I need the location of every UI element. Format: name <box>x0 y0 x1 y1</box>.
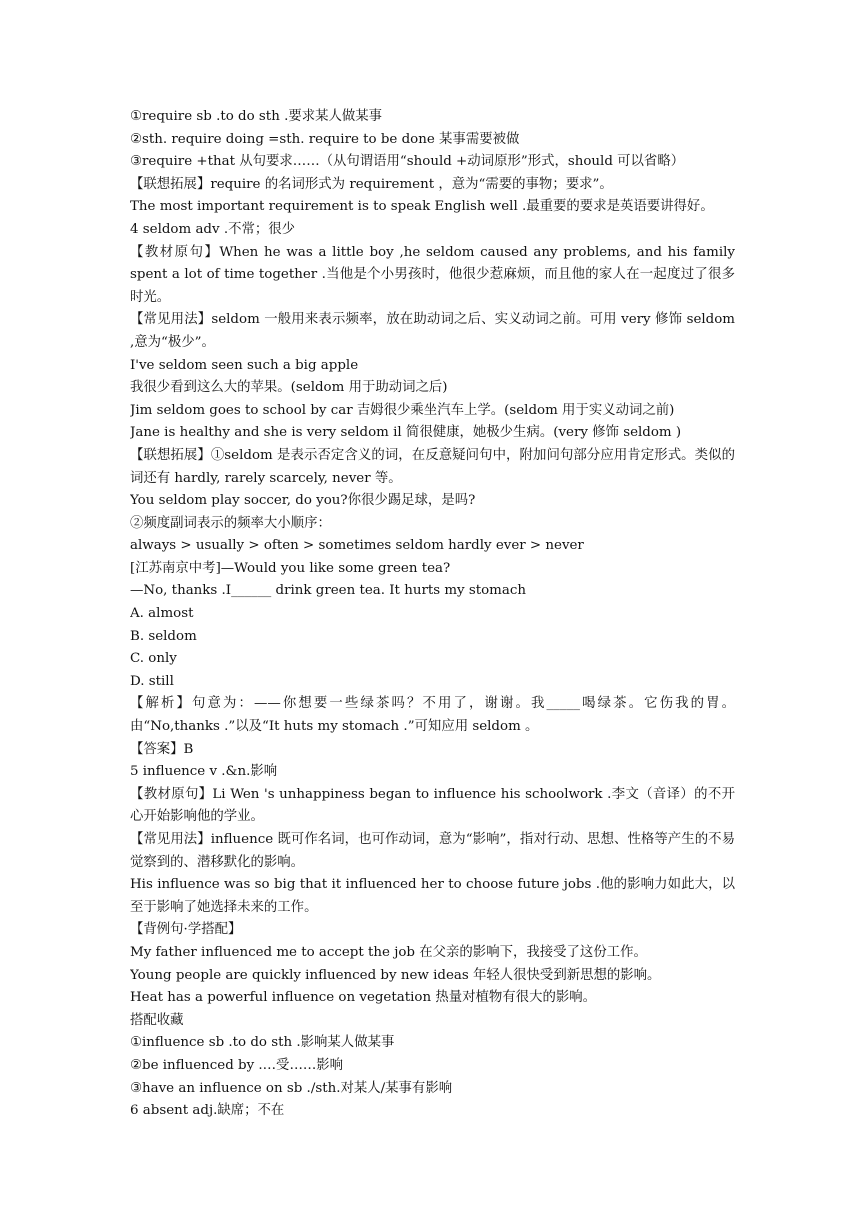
option-c: C. only <box>130 651 177 667</box>
text-line: Jim seldom goes to school by car 吉姆很少乘坐汽车上学。(seldom 用于实义动词之前) <box>130 402 675 418</box>
text-line: ②频度副词表示的频率大小顺序： <box>130 515 331 531</box>
text-line: My father influenced me to accept the job 在父亲的影响下，我接受了这份工作。 <box>130 944 647 960</box>
text-paragraph: 【联想拓展】①seldom 是表示否定含义的词，在反意疑问句中，附加问句部分应用肯定形式。类似的词还有 hardly, rarely scarcely, never 等。 <box>130 447 735 486</box>
text-line: The most important requirement is to speak English well .最重要的要求是英语要讲得好。 <box>130 199 714 215</box>
text-line: ①require sb .to do sth .要求某人做某事 <box>130 109 383 124</box>
text-paragraph: 【常见用法】seldom 一般用来表示频率，放在助动词之后、实义动词之前。可用 very 修饰 seldom ,意为“极少”。 <box>130 312 735 350</box>
text-line: 我很少看到这么大的苹果。(seldom 用于助动词之后) <box>130 380 448 396</box>
answer-line: 【答案】B <box>130 741 194 757</box>
text-line: ②sth. require doing =sth. require to be done 某事需要被做 <box>130 131 520 147</box>
text-line: ②be influenced by .…受……影响 <box>130 1057 344 1073</box>
text-line: —No, thanks .I______ drink green tea. It hurts my stomach <box>130 583 526 599</box>
text-line: I've seldom seen such a big apple <box>130 357 359 373</box>
text-paragraph: 【常见用法】influence 既可作名词，也可作动词，意为“影响”，指对行动、思想、性格等产生的不易觉察到的、潜移默化的影响。 <box>130 832 735 870</box>
text-line: 【联想拓展】require 的名词形式为 requirement ，意为“需要的事物；要求”。 <box>130 176 613 192</box>
text-line: ①influence sb .to do sth .影响某人做某事 <box>130 1035 395 1051</box>
text-line: Jane is healthy and she is very seldom il 简很健康，她极少生病。(very 修饰 seldom ) <box>130 425 682 441</box>
text-line: Young people are quickly influenced by new ideas 年轻人很快受到新思想的影响。 <box>130 967 661 983</box>
text-line: 【背例句·学搭配】 <box>130 922 242 938</box>
document-page <box>130 106 735 1123</box>
text-paragraph: 【解析】句意为：——你想要一些绿茶吗？不用了，谢谢。我_____喝绿茶。它伤我的胃。由“No,thanks .”以及“It huts my stomach .”可知应用 seldom 。 <box>130 696 735 735</box>
text-line: You seldom play soccer, do you?你很少踢足球，是吗? <box>130 493 476 509</box>
text-paragraph: 【教材原句】Li Wen 's unhappiness began to influence his schoolwork .李文（音译）的不开心开始影响他的学业。 <box>130 786 735 825</box>
text-line: 搭配收藏 <box>130 1012 184 1028</box>
text-line: 5 influence v .&n.影响 <box>130 764 278 780</box>
text-line: 4 seldom adv .不常；很少 <box>130 221 296 237</box>
option-a: A. almost <box>130 606 194 622</box>
text-line: 6 absent adj.缺席；不在 <box>130 1103 285 1119</box>
text-line: Heat has a powerful influence on vegetation 热量对植物有很大的影响。 <box>130 990 597 1006</box>
text-line: ③have an influence on sb ./sth.对某人/某事有影响 <box>130 1080 453 1096</box>
text-line: [江苏南京中考]—Would you like some green tea? <box>130 560 451 576</box>
option-d: D. still <box>130 673 174 689</box>
text-line: always > usually > often > sometimes seldom hardly ever > never <box>130 538 584 554</box>
text-paragraph: 【教材原句】When he was a little boy ,he seldom caused any problems, and his family spent a lot of time together .当他是个小男孩时，他很少惹麻烦，而且他的家人在一起度过了很多时光。 <box>130 244 735 305</box>
option-b: B. seldom <box>130 628 197 644</box>
text-line: ③require +that 从句要求……（从句谓语用“should +动词原形”形式，should 可以省略） <box>130 154 685 170</box>
text-paragraph: His influence was so big that it influenced her to choose future jobs .他的影响力如此大，以至于影响了她选择未来的工作。 <box>130 877 735 915</box>
